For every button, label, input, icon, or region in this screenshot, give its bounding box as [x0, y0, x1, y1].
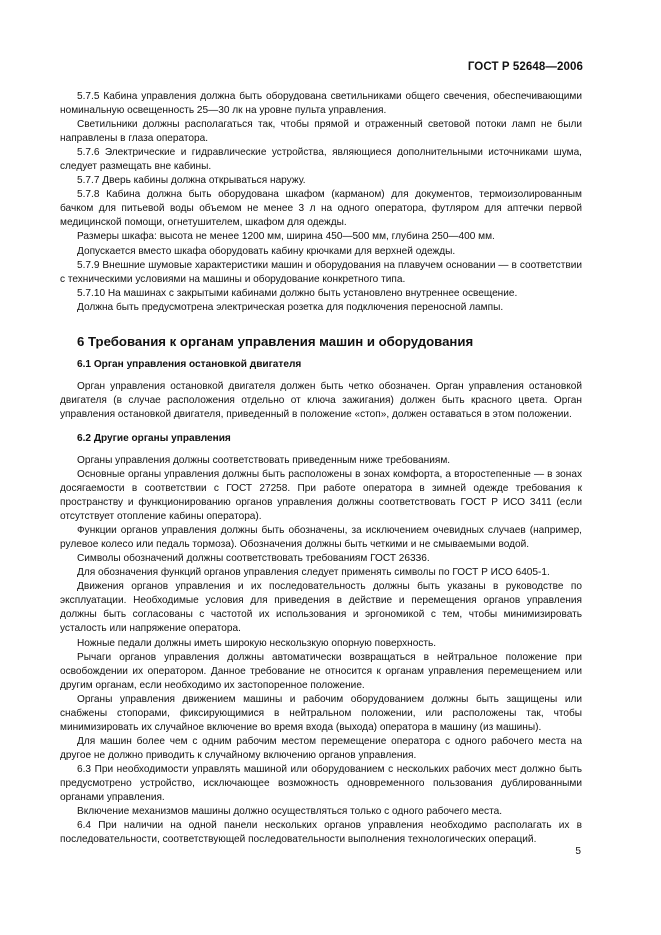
paragraph: 5.7.5 Кабина управления должна быть оборудована светильниками общего свечения, обеспечивающими номинальную освещенность 25—30 лк на уровне пульта управления.: [60, 91, 582, 117]
paragraph: 5.7.8 Кабина должна быть оборудована шкафом (карманом) для документов, термоизолированным бачком для питьевой воды объемом не менее 3 л на одного оператора, футляром для аптечки первой медицинской помощи, огнетушителем, шкафом для одежды.: [60, 189, 582, 229]
subsection-6-1-heading: 6.1 Орган управления остановкой двигателя: [77, 358, 302, 370]
paragraph: Светильники должны располагаться так, чтобы прямой и отраженный световой потоки ламп не были направлены в глаза оператора.: [60, 119, 582, 145]
paragraph: Орган управления остановкой двигателя должен быть четко обозначен. Орган управления остановкой двигателя (в случае расположения отдельно от ключа зажигания) должен быть красного цвета. Орган управления остановкой двигателя, приведенный в положение «стоп», должен оставаться в этом положении.: [60, 380, 582, 420]
clause-5-7-block: [60, 90, 582, 315]
paragraph: Рычаги органов управления должны автоматически возвращаться в нейтральное положение при освобождении их оператором. Данное требование не относится к органам управления перемещением или другим органам, если необходимо их застопоренное положение.: [60, 651, 582, 691]
section-6-heading: 6 Требования к органам управления машин и оборудования: [77, 333, 474, 349]
spacer: [60, 422, 582, 432]
paragraph: 5.7.6 Электрические и гидравлические устройства, являющиеся дополнительными источниками шума, следует размещать вне кабины.: [60, 147, 582, 173]
paragraph: Должна быть предусмотрена электрическая розетка для подключения переносной лампы.: [77, 301, 504, 313]
paragraph: 6.3 При необходимости управлять машиной или оборудованием с нескольких рабочих мест должно быть предусмотрено устройство, исключающее возможность одновременного пользования дублированными органами управления.: [60, 763, 582, 804]
page-number: 5: [575, 846, 581, 857]
paragraph: Основные органы управления должны быть расположены в зонах комфорта, а второстепенные — в зонах досягаемости в соответствии с ГОСТ 27258. При работе оператора в зимней одежде требования к пространству и функционированию органов управления должны соответствовать ГОСТ Р ИСО 3411 (если отсутствует отопление кабины оператора).: [60, 468, 582, 523]
paragraph: Для обозначения функций органов управления следует применять символы по ГОСТ Р ИСО 6405-1.: [77, 567, 550, 579]
document-body: [60, 90, 582, 847]
paragraph: 5.7.9 Внешние шумовые характеристики машин и оборудования на плавучем основании — в соответствии с техническими условиями на машины и оборудование конкретного типа.: [60, 259, 582, 285]
paragraph: Символы обозначений должны соответствовать требованиям ГОСТ 26336.: [77, 553, 430, 565]
paragraph: Движения органов управления и их последовательность должны быть указаны в руководстве по эксплуатации. Необходимые условия для приведения в действие и перемещения органов управления должны быть согласованы с частотой их использования и эргономикой с тем, чтобы минимизировать усталость или напряжение оператора.: [60, 581, 582, 635]
paragraph: Ножные педали должны иметь широкую нескользкую опорную поверхность.: [77, 637, 437, 649]
paragraph: Для машин более чем с одним рабочим местом перемещение оператора с одного рабочего места на другое не должно приводить к случайному включению органов управления.: [60, 735, 582, 761]
paragraph: Органы управления должны соответствовать приведенным ниже требованиям.: [77, 454, 451, 466]
paragraph: 6.4 При наличии на одной панели нескольких органов управления необходимо располагать их в последовательности, соответствующей последовательности выполнения технологических операций.: [60, 820, 582, 846]
paragraph: Органы управления движением машины и рабочим оборудованием должны быть защищены или снабжены стопорами, фиксирующимися в нейтральном положении, или расположены так, чтобы минимизировать их случайное включение во время входа (выхода) оператора в машину (из машины).: [60, 693, 582, 733]
document-code-header: ГОСТ Р 52648—2006: [467, 61, 583, 73]
paragraph: 5.7.10 На машинах с закрытыми кабинами должно быть установлено внутреннее освещение.: [77, 287, 518, 299]
paragraph: Размеры шкафа: высота не менее 1200 мм, ширина 450—500 мм, глубина 250—400 мм.: [77, 231, 495, 243]
subsection-6-2-body: [60, 454, 582, 847]
subsection-6-2-heading: 6.2 Другие органы управления: [77, 432, 231, 444]
paragraph: Включение механизмов машины должно осуществляться только с одного рабочего места.: [77, 806, 503, 818]
paragraph: Допускается вместо шкафа оборудовать кабину крючками для верхней одежды.: [77, 245, 456, 257]
paragraph: 5.7.7 Дверь кабины должна открываться наружу.: [77, 175, 306, 187]
paragraph: Функции органов управления должны быть обозначены, за исключением очевидных случаев (например, рулевое колесо или педаль тормоза). Обозначения должны быть четкими и не смываемыми водой.: [60, 525, 582, 551]
